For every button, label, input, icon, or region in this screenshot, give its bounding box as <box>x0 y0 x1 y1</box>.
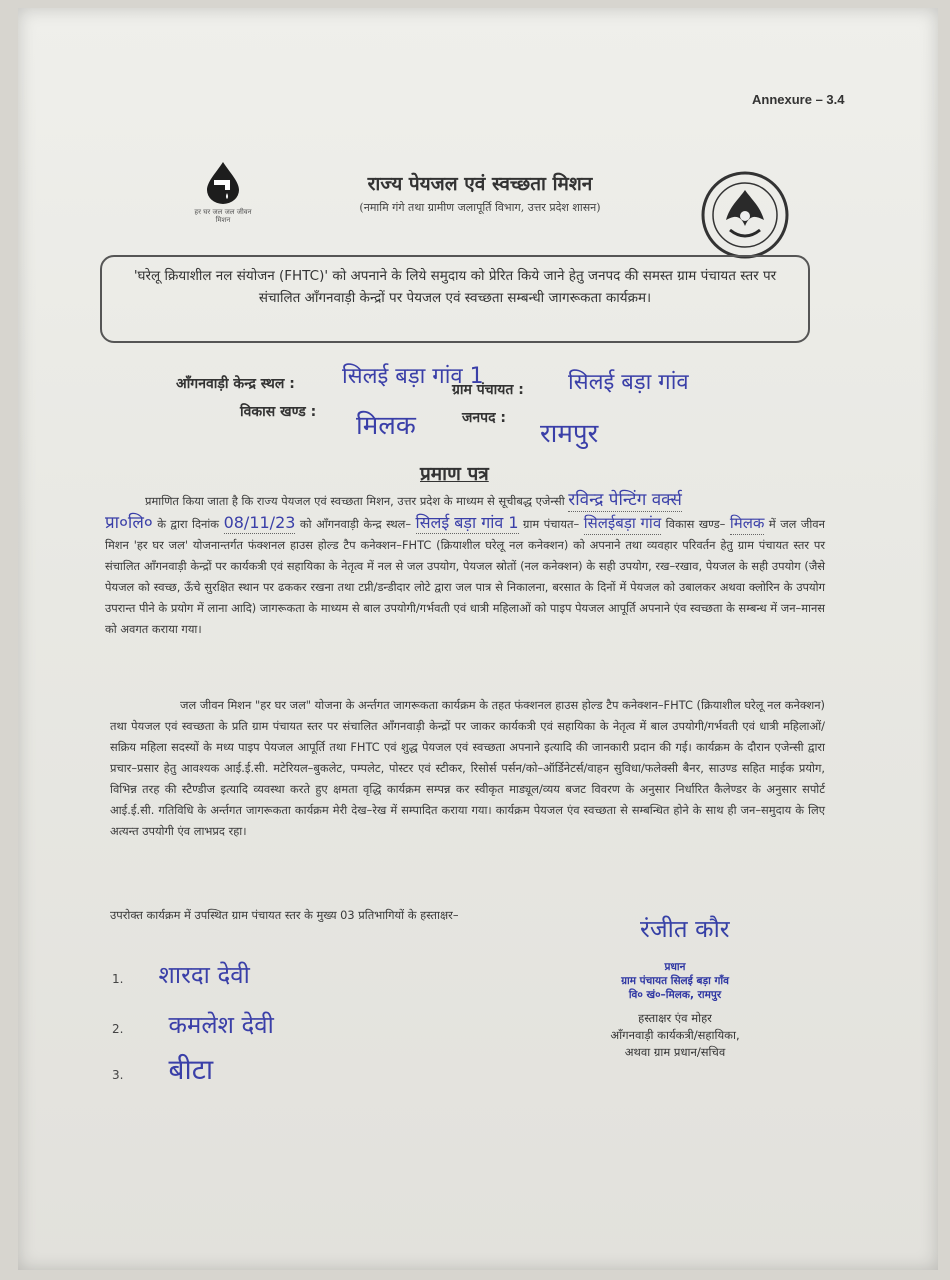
block-label: विकास खण्ड : <box>240 404 317 420</box>
footer-line-3: अथवा ग्राम प्रधान/सचिव <box>624 1045 726 1059</box>
date-value: 08/11/23 <box>223 513 296 532</box>
seal-line-2: ग्राम पंचायत सिलई बड़ा गाँव <box>621 975 729 987</box>
pradhan-seal <box>580 960 770 1002</box>
up-government-emblem-icon <box>700 170 790 260</box>
water-drop-tap-icon <box>203 160 243 204</box>
p1-text-c: को आँगनवाड़ी केन्द्र स्थल– <box>299 517 412 531</box>
mission-subtitle: (नमामि गंगे तथा ग्रामीण जलापूर्ति विभाग, उत्तर प्रदेश शासन) <box>359 201 601 214</box>
signature-value: बीटा <box>168 1053 214 1086</box>
certificate-paragraph-1 <box>105 490 825 640</box>
seal-line-1: प्रधान <box>664 961 686 973</box>
signatory-footer <box>575 1010 775 1061</box>
participant-signature-3 <box>112 1050 372 1088</box>
anganwadi-value: सिलई बड़ा गांव 1 <box>342 364 484 389</box>
certificate-paragraph-2: जल जीवन मिशन "हर घर जल" योजना के अर्न्तगत जागरूकता कार्यक्रम के तहत फंक्शनल हाउस होल्ड टैप कनेक्शन–FHTC (क्रियाशील घरेलू नल कनेक्शन) तथा पेयजल एवं स्वच्छता के प्रति ग्राम पंचायत स्तर पर संचालित आँगनवाड़ी केन्द्रों पर जाकर कार्यकत्री एवं सहायिका के नेतृत्व में बाल उपयोगी/गर्भवती एवं धात्री महिलाओं/सक्रिय महिला सदस्यों के मध्य पाइप पेयजल आपूर्ति तथा FHTC एवं शुद्ध पेयजल एवं स्वच्छता अपनाने इत्यादि की जानकारी प्रदान की गई। कार्यक्रम के दौरान एजेन्सी द्वारा प्रचार–प्रसार हेतु आवश्यक आई.ई.सी. मटेरियल–बुकलेट, पम्पलेट, पोस्टर एवं स्टीकर, रिसोर्स पर्सन/को–ऑर्डिनेटर्स/वाहन सुविधा/फलेक्सी बैनर, साउण्ड सहित माईक प्रयोग, विभिन्न तरह की स्टैण्डीज इत्यादि व्यवस्था करते हुए क्षमता वृद्धि कार्यक्रम सम्पन्न कर स्वीकृत माड्यूल/व्यय बजट विवरण के अनुसार निर्धारित कैलेण्डर के अनुसार सपोर्ट आई.ई.सी. गतिविधि के अर्न्तगत जागरूकता कार्यक्रम मेरी देख–रेख में सम्पादित कराया गया। कार्यक्रम पेयजल एंव स्वच्छता से सम्बन्धित होने के साथ ही जन–समुदाय के लिए अत्यन्त उपयोगी एंव लाभप्रद रहा। <box>110 698 825 838</box>
p1-text-f: में जल जीवन मिशन 'हर घर जल' योजनान्तर्गत फंक्शनल हाउस होल्ड टैप कनेक्शन–FHTC (क्रियाशील घरेलू नल कनेक्शन) को अपनाने तथा व्यवहार परिवर्तन हेतु ग्राम पंचायत स्तर पर संचालित आँगनवाड़ी केन्द्रों पर कार्यकत्री एवं सहायिका के नेतृत्व में नल से जल उपयोग, पेयजल स्रोतों (नल कनेक्शन) के सही उपयोग, रख–रखाव, पेयजल के सही उपयोग (जैसे पेयजल को स्वच्छ, ऊँचे सुरक्षित स्थान पर ढककर रखना तथा टप्नी/डन्डीदार लोटे द्वारा जल पात्र से निकालना, बरसात के दिनों में पेयजल को उबालकर अथवा क्लोरिन के उपयोग उपरान्त पीने के प्रयोग में लाना आदि) जागरूकता के माध्यम से बाल उपयोगी/गर्भवती एवं धात्री महिलाओं को पाइप पेयजल आपूर्ति अपनाने एंव स्वच्छता के सम्बन्ध में जन–मानस को अवगत कराया गया। <box>105 517 825 636</box>
p1-block-value: मिलक <box>730 513 765 535</box>
anganwadi-label: आँगनवाड़ी केन्द्र स्थल : <box>176 376 295 392</box>
signature-value: कमलेश देवी <box>168 1011 274 1039</box>
participant-signature-1 <box>112 958 372 991</box>
pradhan-signature: रंजीत कौर <box>640 915 730 943</box>
certificate-title: प्रमाण पत्र <box>420 463 489 485</box>
signature-number: 2. <box>112 1022 124 1036</box>
p1-panchayat-value: सिलईबड़ा गांव <box>584 513 661 535</box>
district-label: जनपद : <box>462 410 507 426</box>
signature-number: 1. <box>112 972 124 986</box>
footer-line-2: आँगनवाड़ी कार्यकत्री/सहायिका, <box>610 1028 740 1042</box>
agency-value: रविन्द्र पेन्टिंग वर्क्स <box>568 490 682 510</box>
participant-signature-2 <box>112 1008 372 1041</box>
block-value: मिलक <box>356 411 416 441</box>
centre-value: सिलई बड़ा गांव 1 <box>415 513 519 532</box>
signature-number: 3. <box>112 1068 124 1082</box>
jal-jeevan-mission-logo <box>188 160 258 224</box>
annexure-label: Annexure – 3.4 <box>752 92 845 107</box>
panchayat-label: ग्राम पंचायत : <box>452 382 524 398</box>
footer-line-1: हस्ताक्षर एंव मोहर <box>638 1011 712 1025</box>
signature-value: शारदा देवी <box>158 961 250 989</box>
agency-value-2: प्रा०लि० <box>105 513 153 533</box>
logo-caption: हर घर जल जल जीवन मिशन <box>194 208 252 224</box>
participants-intro: उपरोक्त कार्यक्रम में उपस्थित ग्राम पंचायत स्तर के मुख्य 03 प्रतिभागियों के हस्ताक्षर– <box>110 908 459 922</box>
p1-text-e: विकास खण्ड– <box>665 517 726 531</box>
p1-text-a: प्रमाणित किया जाता है कि राज्य पेयजल एवं स्वच्छता मिशन, उत्तर प्रदेश के माध्यम से सूचीबद्ध एजेन्सी <box>145 494 565 508</box>
program-banner: 'घरेलू क्रियाशील नल संयोजन (FHTC)' को अपनाने के लिये समुदाय को प्रेरित किये जाने हेतु जनपद की समस्त ग्राम पंचायत स्तर पर संचालित आँगनवाड़ी केन्द्रों पर पेयजल एवं स्वच्छता सम्बन्धी जागरूकता कार्यक्रम। <box>100 255 810 343</box>
panchayat-value: सिलई बड़ा गांव <box>568 370 689 395</box>
mission-title: राज्य पेयजल एवं स्वच्छता मिशन <box>367 173 593 195</box>
district-value: रामपुर <box>540 419 599 449</box>
seal-line-3: वि० खं०–मिलक, रामपुर <box>628 989 722 1001</box>
p1-text-b: के द्वारा दिनांक <box>157 517 220 531</box>
p1-text-d: ग्राम पंचायत– <box>523 517 580 531</box>
